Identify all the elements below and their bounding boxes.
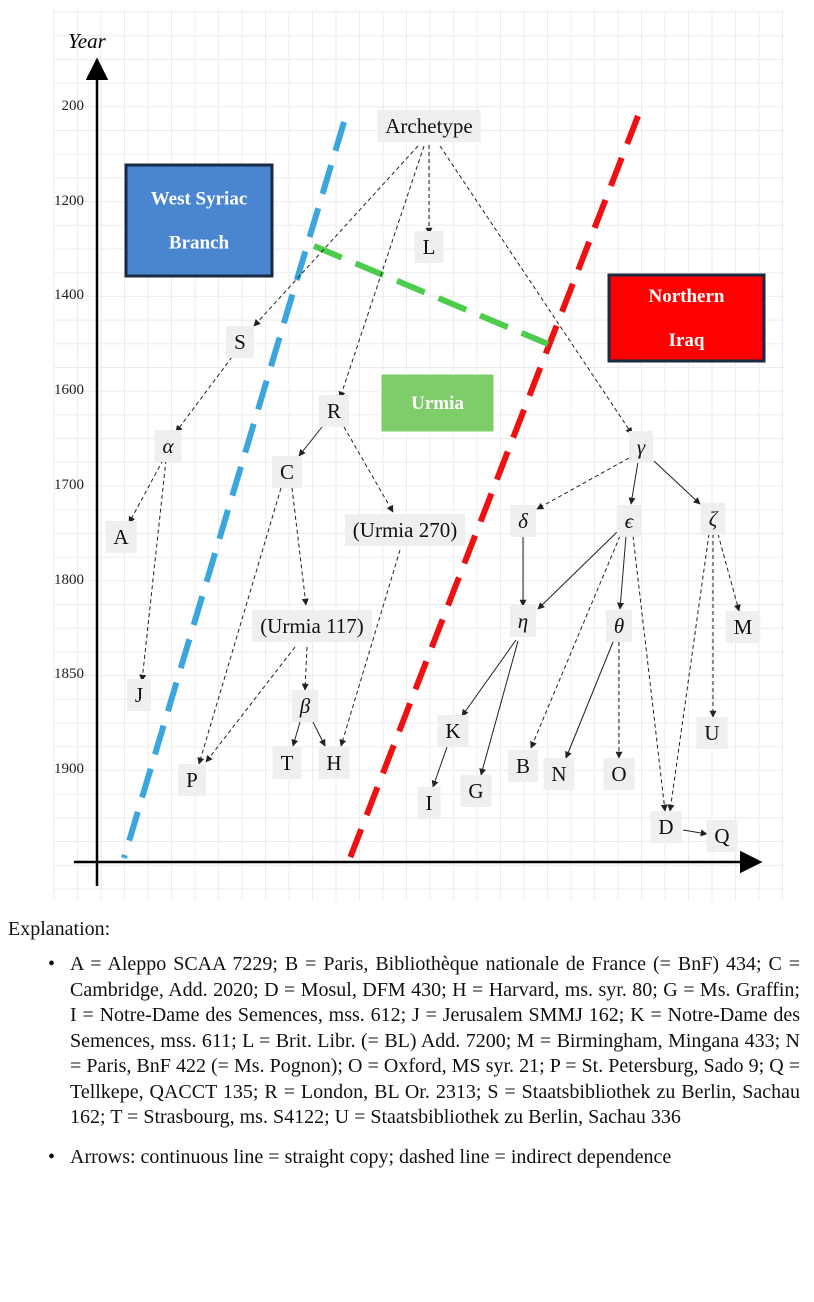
node-epsilon xyxy=(617,505,641,537)
node-label: B xyxy=(515,754,531,778)
node-label: Archetype xyxy=(385,114,473,138)
node-urmia117 xyxy=(252,610,372,642)
node-label: (Urmia 117) xyxy=(260,614,364,638)
node-K xyxy=(437,715,468,747)
axis-tick-label: 1800 xyxy=(54,572,84,588)
node-I xyxy=(418,787,441,819)
edge-gamma-to-zeta xyxy=(654,461,700,504)
region-label-line: Urmia xyxy=(411,393,464,414)
node-label: η xyxy=(517,609,529,633)
node-label: P xyxy=(186,768,198,792)
node-label: I xyxy=(425,791,433,815)
node-archetype xyxy=(377,110,480,142)
edge-S-to-alpha xyxy=(176,357,232,432)
node-G xyxy=(460,775,491,807)
region-box xyxy=(126,165,272,276)
node-P xyxy=(178,764,206,796)
node-D xyxy=(650,811,681,843)
node-label: N xyxy=(551,762,567,786)
node-label: A xyxy=(113,525,129,549)
sigla-list-item: • A = Aleppo SCAA 7229; B = Paris, Bibliothèque nationale de France (= BnF) 434; C = Cambridge, Add. 2020; D = Mosul, DFM 430; H = Harvard, ms. syr. 80; G = Ms. Graffin; I = Notre-Dame des Semences, mss. 612; J = Jerusalem SMMJ 162; K = Notre-Dame des Semences, mss. 611; L = Brit. Libr. (= BL) Add. 7200; M = Birmingham, Mingana 433; N = Paris, BnF 422 (= Ms. Pognon); O = Oxford, MS syr. 21; P = St. Petersburg, Sado 9; Q = Tellkepe, QACCT 135; R = London, BL Or. 2313; S = Staatsbibliothek zu Berlin, Sachau 162; T = Strasbourg, ms. S4122; U = Staatsbibliothek zu Berlin, Sachau 336 xyxy=(48,952,800,1131)
region-label-line: Northern xyxy=(648,286,725,307)
region-label-line: Branch xyxy=(168,232,230,254)
arrows-legend-item: • Arrows: continuous line = straight copy; dashed line = indirect dependence xyxy=(48,1145,800,1171)
axis-tick-label: 1200 xyxy=(54,193,84,209)
node-theta xyxy=(606,610,632,642)
axis-tick-label: 1900 xyxy=(54,761,84,777)
edge-urmia270-to-H xyxy=(341,550,400,746)
edge-beta-to-T xyxy=(293,722,300,746)
axis-tick-label: 1850 xyxy=(54,666,84,682)
node-delta xyxy=(510,505,536,537)
edge-epsilon-to-theta xyxy=(620,536,626,609)
node-N xyxy=(543,758,574,790)
node-H xyxy=(318,747,349,779)
node-urmia270 xyxy=(345,514,465,546)
axis-tick-label: 1400 xyxy=(54,287,84,303)
node-label: L xyxy=(422,235,436,259)
node-label: H xyxy=(326,751,342,775)
node-label: (Urmia 270) xyxy=(352,518,458,542)
node-zeta xyxy=(701,503,726,535)
node-label: Q xyxy=(714,824,730,848)
axis-label: Year xyxy=(68,29,106,53)
node-S xyxy=(226,326,254,358)
node-O xyxy=(603,758,634,790)
node-J xyxy=(127,679,151,711)
edge-C-to-urmia117 xyxy=(292,488,306,605)
node-label: K xyxy=(445,719,461,743)
axis-tick-label: 1700 xyxy=(54,477,84,493)
node-U xyxy=(696,717,727,749)
node-label: ζ xyxy=(708,507,718,531)
node-B xyxy=(508,750,538,782)
node-label: D xyxy=(658,815,674,839)
node-label: δ xyxy=(518,509,528,533)
edge-beta-to-H xyxy=(313,722,325,746)
node-L xyxy=(415,231,444,263)
edge-gamma-to-delta xyxy=(537,458,629,509)
region-urmia xyxy=(380,373,495,433)
node-label: θ xyxy=(613,614,625,638)
explanation-list xyxy=(48,952,800,1184)
node-label: ϵ xyxy=(624,509,634,533)
region-west-syriac xyxy=(126,165,272,276)
edge-theta-to-N xyxy=(566,642,613,758)
axis-tick-label: 1600 xyxy=(54,382,84,398)
node-C xyxy=(272,456,302,488)
node-R xyxy=(319,395,349,427)
edge-zeta-to-D xyxy=(670,534,709,811)
node-label: G xyxy=(468,779,484,803)
edge-urmia117-to-P xyxy=(206,647,295,762)
edge-alpha-to-A xyxy=(129,460,163,523)
node-label: J xyxy=(134,683,144,707)
node-Q xyxy=(706,820,737,852)
edge-D-to-Q xyxy=(683,830,707,834)
node-A xyxy=(105,521,136,553)
node-label: M xyxy=(733,615,753,639)
node-beta xyxy=(292,690,318,722)
node-label: α xyxy=(162,434,174,458)
edge-R-to-C xyxy=(299,427,322,456)
node-gamma xyxy=(629,431,653,463)
node-T xyxy=(273,747,302,779)
node-label: O xyxy=(611,762,627,786)
node-label: U xyxy=(704,721,720,745)
region-label-line: Iraq xyxy=(668,330,705,351)
region-northern-iraq xyxy=(609,275,764,361)
node-alpha xyxy=(154,430,181,462)
edge-epsilon-to-D xyxy=(633,536,665,811)
node-label: C xyxy=(279,460,295,484)
edge-urmia117-to-beta xyxy=(305,647,307,690)
edge-gamma-to-epsilon xyxy=(631,462,638,504)
node-label: S xyxy=(234,330,246,354)
node-M xyxy=(726,611,761,643)
axis-tick-label: 200 xyxy=(61,98,84,114)
region-label-line: West Syriac xyxy=(150,188,248,210)
node-label: T xyxy=(280,751,294,775)
node-label: R xyxy=(326,399,342,423)
edge-K-to-I xyxy=(433,747,447,787)
explanation-title: Explanation: xyxy=(8,918,111,940)
node-label: γ xyxy=(636,435,646,459)
node-eta xyxy=(510,605,536,637)
edge-R-to-urmia270 xyxy=(344,427,393,512)
node-label: β xyxy=(299,694,311,718)
